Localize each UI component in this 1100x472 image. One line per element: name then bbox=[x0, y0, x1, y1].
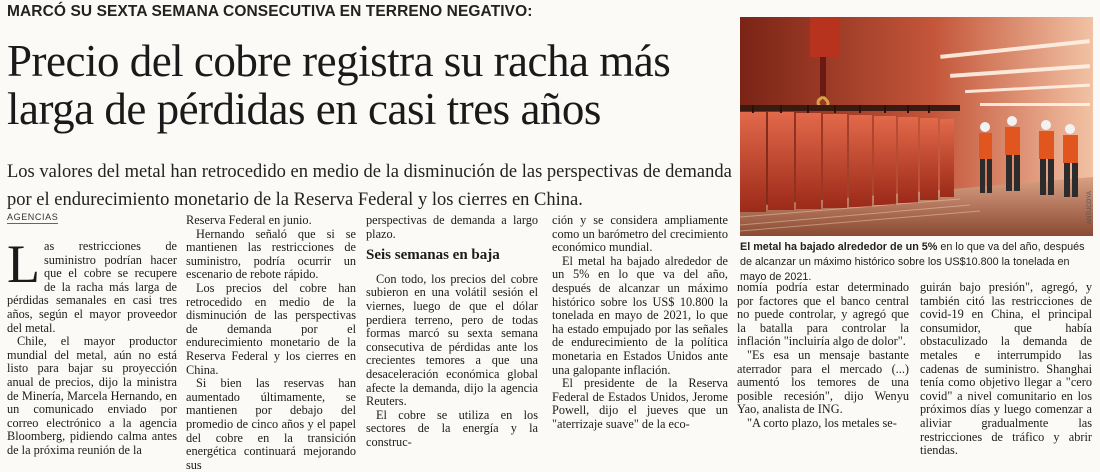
column-5 bbox=[737, 281, 909, 452]
byline: AGENCIAS bbox=[7, 212, 59, 222]
paragraph: nomía podría estar determinado por factores que el banco central no puede controlar, y agregó que la batalla para controlar la inflación "incluiría algo de dolor". bbox=[737, 280, 909, 349]
paragraph: guirán bajo presión", agregó, y también citó las restricciones de covid-19 en China, el principal consumidor, que había obstaculizado la demanda de metales e interrumpido las cadenas de suministro. Shanghai tenía como objetivo llegar a "cero covid" a nivel comunitario en los próximos días y luego comenzar a aliviar gradualmente las restricciones de tráfico y abrir tiendas. bbox=[920, 280, 1092, 458]
paragraph bbox=[7, 234, 177, 335]
paragraph: "Es esa un mensaje bastante aterrador para el mercado (...) aumentó los temores de una posible recesión", dijo Wenyu Yao, analista de ING. bbox=[737, 347, 909, 417]
column-6 bbox=[920, 280, 1092, 458]
paragraph: Los precios del cobre han retrocedido en medio de la disminución de las perspectivas de demanda por el endurecimiento monetario de la Reserva Federal y los cierres en China. bbox=[186, 280, 356, 377]
column-1 bbox=[7, 234, 177, 457]
dropcap: L bbox=[7, 234, 40, 294]
paragraph: El presidente de la Reserva Federal de Estados Unidos, Jerome Powell, dijo el jueves que un "aterrizaje suave" de la eco- bbox=[552, 376, 728, 431]
paragraph: Hernando señaló que si se mantienen las restricciones de suministro, podría ocurrir un escenario de rebote rápido. bbox=[186, 226, 356, 282]
paragraph: Reserva Federal en junio. bbox=[186, 213, 312, 227]
column-4 bbox=[552, 214, 728, 452]
deck: Los valores del metal han retrocedido en medio de la disminución de las perspectivas de demanda por el endurecimiento monetario de la Reserva Federal y los cierres en China. bbox=[7, 162, 732, 210]
column-2 bbox=[186, 213, 356, 472]
copper-refinery-photo bbox=[740, 17, 1093, 236]
headline: Precio del cobre registra su racha más larga de pérdidas en casi tres años bbox=[7, 36, 671, 134]
paragraph: Chile, el mayor productor mundial del metal, aún no está listo para bajar su proyección anual de precios, dijo la ministra de Minería, Marcela Hernando, en un comunicado enviado por correo electrónico a la agencia Bloomberg, pidiendo calma antes de la próxima reunión de la bbox=[7, 334, 177, 457]
kicker: MARCÓ SU SEXTA SEMANA CONSECUTIVA EN TERRENO NEGATIVO: bbox=[7, 3, 533, 20]
paragraph: perspectivas de demanda a largo plazo. bbox=[366, 213, 538, 241]
paragraph: Si bien las reservas han aumentado últimamente, se mantienen por debajo del promedio de cinco años y el papel del cobre en la transición energética continuará mejorando sus bbox=[186, 376, 356, 472]
paragraph-text: as restricciones de suministro podrían hacer que el cobre se recupere de la racha más larga de pérdidas semanales en casi tres años, según el mayor proveedor del metal. bbox=[7, 239, 177, 335]
paragraph: El metal ha bajado alrededor de un 5% en lo que va del año, después de alcanzar un máximo histórico sobre los US$ 10.800 la tonelada en mayo de 2021, lo que ha estado empujado por las señales de endurecimiento de la política monetaria en Estados Unidos ante una galopante inflación. bbox=[552, 253, 728, 377]
paragraph: ción y se considera ampliamente como un barómetro del crecimiento económico mundial. bbox=[552, 213, 728, 255]
subhead: Seis semanas en baja bbox=[366, 247, 500, 264]
paragraph: "A corto plazo, los metales se- bbox=[747, 415, 897, 430]
caption-text: en lo que va del año, después de alcanzar un máximo histórico sobre los US$10.800 la tonelada en mayo de 2021. bbox=[740, 241, 1085, 283]
photo-caption bbox=[740, 240, 1094, 285]
paragraph: El cobre se utiliza en los sectores de la energía y la construc- bbox=[366, 407, 538, 449]
photo-credit: ANTUCOYA bbox=[1087, 191, 1093, 224]
caption-bold: El metal ha bajado alrededor de un 5% bbox=[740, 241, 938, 253]
paragraph: Con todo, los precios del cobre subieron en una volátil sesión el viernes, luego de que el dólar perdiera terreno, pero de todas formas marcó su sexta semana consecutiva de pérdidas ante los crecientes temores a que una desaceleración económica global afecte la demanda, dijo la agencia Reuters. bbox=[366, 271, 538, 409]
column-3 bbox=[366, 214, 538, 452]
